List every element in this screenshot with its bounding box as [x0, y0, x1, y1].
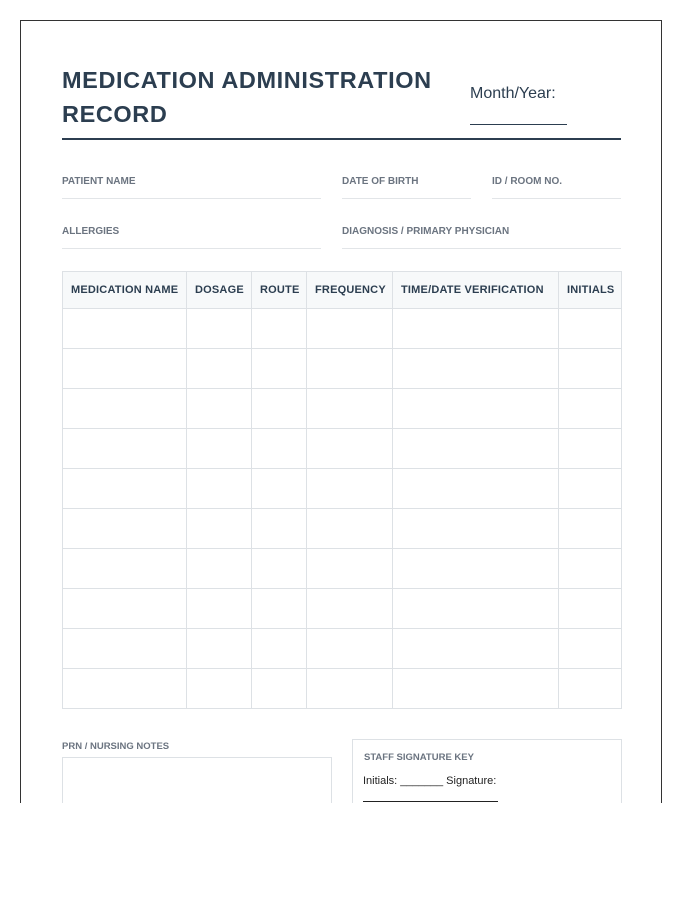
table-cell[interactable] [307, 549, 393, 589]
table-cell[interactable] [559, 349, 622, 389]
table-cell[interactable] [393, 349, 559, 389]
table-cell[interactable] [559, 469, 622, 509]
table-cell[interactable] [307, 309, 393, 349]
table-cell[interactable] [393, 589, 559, 629]
diagnosis-field[interactable] [342, 226, 621, 249]
table-row [63, 429, 622, 469]
table-cell[interactable] [63, 669, 187, 709]
column-header: FREQUENCY [307, 272, 393, 309]
table-cell[interactable] [63, 429, 187, 469]
table-cell[interactable] [307, 429, 393, 469]
table-cell[interactable] [252, 429, 307, 469]
table-cell[interactable] [393, 429, 559, 469]
table-cell[interactable] [393, 389, 559, 429]
notes-label: PRN / NURSING NOTES [62, 741, 170, 752]
table-cell[interactable] [559, 669, 622, 709]
table-cell[interactable] [187, 389, 252, 429]
table-cell[interactable] [252, 549, 307, 589]
date-of-birth-label: DATE OF BIRTH [342, 176, 419, 187]
table-cell[interactable] [252, 469, 307, 509]
table-cell[interactable] [559, 429, 622, 469]
table-row [63, 309, 622, 349]
table-cell[interactable] [252, 389, 307, 429]
table-cell[interactable] [307, 629, 393, 669]
mar-form-page [20, 20, 662, 803]
table-cell[interactable] [393, 309, 559, 349]
table-row [63, 669, 622, 709]
table-row [63, 629, 622, 669]
id-room-field[interactable] [492, 176, 621, 199]
table-cell[interactable] [63, 549, 187, 589]
table-cell[interactable] [187, 629, 252, 669]
table-cell[interactable] [187, 509, 252, 549]
title-divider [62, 138, 621, 140]
table-cell[interactable] [559, 629, 622, 669]
date-of-birth-field[interactable] [342, 176, 471, 199]
table-cell[interactable] [559, 389, 622, 429]
table-row [63, 549, 622, 589]
id-room-label: ID / ROOM NO. [492, 176, 562, 187]
patient-name-label: PATIENT NAME [62, 176, 136, 187]
month-year-label: Month/Year: [470, 85, 556, 102]
table-cell[interactable] [559, 589, 622, 629]
table-cell[interactable] [63, 629, 187, 669]
table-cell[interactable] [559, 309, 622, 349]
month-year-input-line[interactable] [470, 124, 567, 125]
table-row [63, 469, 622, 509]
signature-input-line[interactable] [363, 801, 498, 802]
table-cell[interactable] [252, 349, 307, 389]
table-cell[interactable] [252, 509, 307, 549]
staff-signature-key [352, 739, 622, 803]
table-cell[interactable] [187, 549, 252, 589]
notes-textarea[interactable] [62, 757, 332, 803]
table-cell[interactable] [393, 669, 559, 709]
table-cell[interactable] [63, 509, 187, 549]
table-cell[interactable] [63, 589, 187, 629]
table-cell[interactable] [187, 589, 252, 629]
table-row [63, 509, 622, 549]
column-header: DOSAGE [187, 272, 252, 309]
table-cell[interactable] [187, 669, 252, 709]
table-cell[interactable] [187, 469, 252, 509]
signature-key-heading: STAFF SIGNATURE KEY [364, 752, 474, 763]
table-cell[interactable] [307, 669, 393, 709]
table-cell[interactable] [559, 549, 622, 589]
table-cell[interactable] [63, 349, 187, 389]
table-cell[interactable] [393, 629, 559, 669]
table-row [63, 589, 622, 629]
table-row [63, 389, 622, 429]
table-cell[interactable] [63, 309, 187, 349]
table-cell[interactable] [307, 349, 393, 389]
table-cell[interactable] [63, 469, 187, 509]
table-cell[interactable] [252, 669, 307, 709]
table-cell[interactable] [252, 309, 307, 349]
column-header: ROUTE [252, 272, 307, 309]
table-cell[interactable] [187, 309, 252, 349]
column-header: MEDICATION NAME [63, 272, 187, 309]
table-cell[interactable] [393, 509, 559, 549]
column-header: TIME/DATE VERIFICATION [393, 272, 559, 309]
table-cell[interactable] [307, 389, 393, 429]
table-cell[interactable] [307, 589, 393, 629]
table-cell[interactable] [307, 509, 393, 549]
allergies-label: ALLERGIES [62, 226, 120, 237]
medication-table [62, 271, 622, 709]
diagnosis-label: DIAGNOSIS / PRIMARY PHYSICIAN [342, 226, 510, 237]
table-cell[interactable] [307, 469, 393, 509]
table-cell[interactable] [393, 469, 559, 509]
page-title: MEDICATION ADMINISTRATION RECORD [62, 67, 432, 127]
table-cell[interactable] [63, 389, 187, 429]
allergies-field[interactable] [62, 226, 321, 249]
column-header: INITIALS [559, 272, 622, 309]
table-cell[interactable] [187, 349, 252, 389]
table-cell[interactable] [252, 629, 307, 669]
table-cell[interactable] [393, 549, 559, 589]
signature-key-line: Initials: _______ Signature: [363, 775, 497, 787]
table-row [63, 349, 622, 389]
table-cell[interactable] [252, 589, 307, 629]
table-cell[interactable] [187, 429, 252, 469]
table-cell[interactable] [559, 509, 622, 549]
patient-name-field[interactable] [62, 176, 321, 199]
